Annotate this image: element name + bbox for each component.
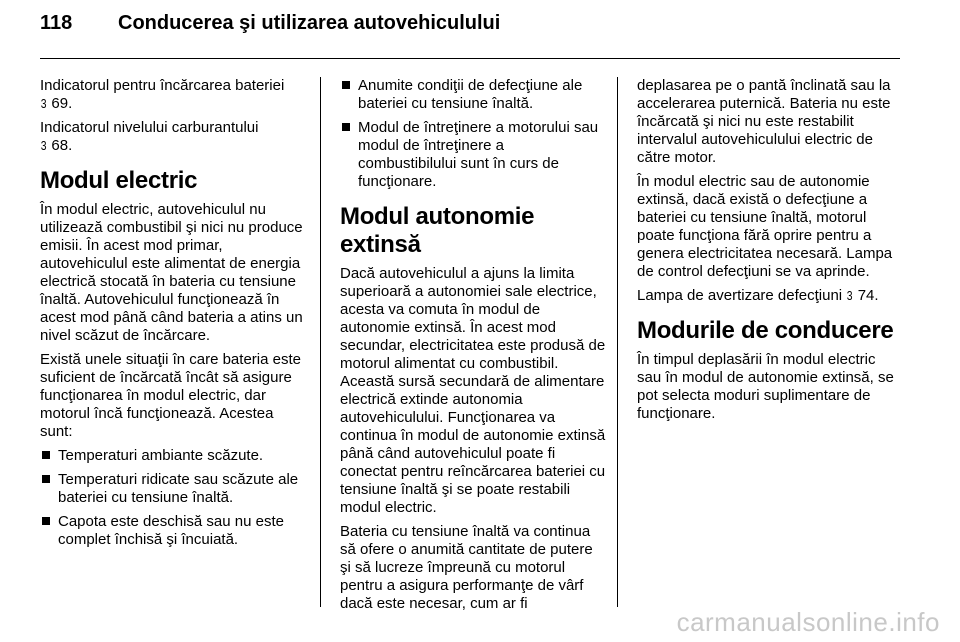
- page-reference-arrow-icon: 3: [847, 288, 853, 303]
- reference-text: Indicatorul nivelului carburantului: [40, 119, 259, 136]
- column-2: [340, 77, 606, 619]
- battery-charge-reference: [40, 77, 306, 113]
- malfunction-lamp-reference: [637, 287, 903, 305]
- column-divider: [617, 77, 618, 607]
- column-1: [40, 77, 306, 555]
- reference-page-link[interactable]: 68.: [51, 137, 73, 154]
- page-reference-arrow-icon: 3: [40, 138, 47, 153]
- section-heading-electric-mode: Modul electric: [40, 167, 198, 194]
- list-item: Anumite condiţii de defecţiune ale bateriei cu tensiune înaltă.: [340, 77, 606, 113]
- bullet-square-icon: [42, 451, 50, 459]
- paragraph: Există unele situaţii în care bateria este suficient de încărcată încât să asigure funcţionarea în modul electric, dar motorul încă funcţionează. Acestea sunt:: [40, 351, 301, 440]
- paragraph: Dacă autovehiculul a ajuns la limita superioară a autonomiei sale electrice, acesta va comuta în modul de autonomie extinsă. În acest mod secundar, electricitatea este produsă de motorul alimentat cu combustibil. Această sursă secundară de alimentare electrică extinde autonomia autovehiculului. Funcţionarea va continua în modul de autonomie extinsă până când autovehiculul poate fi conectat pentru reîncărcarea bateriei cu tensiune înaltă şi se poate restabili modul electric.: [340, 265, 606, 516]
- reference-page-link[interactable]: 69.: [51, 95, 73, 112]
- paragraph: În modul electric sau de autonomie extinsă, dacă există o defecţiune a bateriei cu tensiune înaltă, motorul poate funcţiona fără oprire pentru a genera electricitatea necesară. Lampa de control defecţiuni se va aprinde.: [637, 173, 893, 280]
- bullet-list: [340, 77, 606, 191]
- section-heading-extended-range-mode: Modul autonomie extinsă: [340, 203, 535, 258]
- bullet-list: [40, 447, 306, 549]
- reference-page-link[interactable]: 74.: [857, 287, 879, 304]
- bullet-square-icon: [42, 475, 50, 483]
- reference-text: Lampa de avertizare defecţiuni: [637, 287, 843, 304]
- column-divider: [320, 77, 321, 607]
- column-3: [637, 77, 903, 429]
- watermark: carmanualsonline.info: [676, 607, 940, 637]
- paragraph: În modul electric, autovehiculul nu utilizează combustibil şi nici nu produce emisii. În acest mod primar, autovehiculul este alimentat de energia electrică stocată în bateria cu tensiune înaltă. Autovehiculul funcţionează în acest mod până când bateria a atins un nivel scăzut de încărcare.: [40, 201, 303, 344]
- list-item: Capota este deschisă sau nu este complet închisă şi încuiată.: [40, 513, 306, 549]
- header-divider: [40, 58, 900, 59]
- page-header: [40, 12, 500, 52]
- list-item: Temperaturi ambiante scăzute.: [40, 447, 306, 465]
- page-reference-arrow-icon: 3: [40, 96, 47, 111]
- list-item: Modul de întreţinere a motorului sau modul de întreţinere a combustibilului sunt în curs de funcţionare.: [340, 119, 606, 191]
- section-heading-driving-modes: Modurile de conducere: [637, 317, 894, 344]
- reference-text: Indicatorul pentru încărcarea bateriei: [40, 77, 285, 94]
- list-item: Temperaturi ridicate sau scăzute ale bateriei cu tensiune înaltă.: [40, 471, 306, 507]
- paragraph: deplasarea pe o pantă înclinată sau la accelerarea puternică. Bateria nu este încărcată şi nici nu este restabilit intervalul autovehiculului electric de către motor.: [637, 77, 891, 166]
- fuel-level-reference: [40, 119, 306, 155]
- bullet-square-icon: [342, 123, 350, 131]
- paragraph: În timpul deplasării în modul electric sau în modul de autonomie extinsă, se pot selecta moduri suplimentare de funcţionare.: [637, 351, 894, 422]
- page-number: 118: [40, 12, 73, 34]
- page-title: Conducerea şi utilizarea autovehiculului: [118, 12, 501, 34]
- paragraph: Bateria cu tensiune înaltă va continua să ofere o anumită cantitate de putere şi să lucreze împreună cu motorul pentru a asigura performanţe de vârf dacă este necesar, cum ar fi: [340, 523, 593, 612]
- bullet-square-icon: [42, 517, 50, 525]
- bullet-square-icon: [342, 81, 350, 89]
